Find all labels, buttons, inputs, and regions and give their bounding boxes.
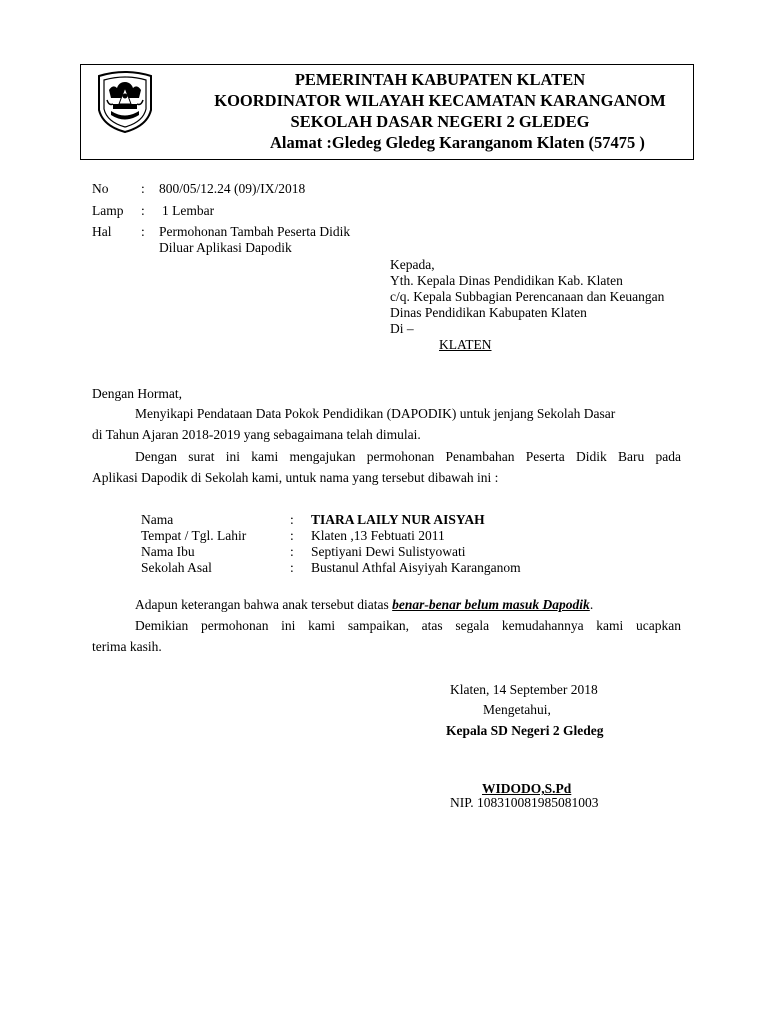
paragraph-2-line-1: Dengan surat ini kami mengajukan permohonan Penambahan Peserta Didik Baru pada	[135, 449, 681, 464]
header-address: Alamat :Gledeg Gledeg Karanganom Klaten (57475 )	[270, 133, 645, 152]
paragraph-3-suffix: .	[589, 597, 594, 612]
paragraph-1-line-2: di Tahun Ajaran 2018-2019 yang sebagaimana telah dimulai.	[92, 427, 421, 442]
student-school-label: Sekolah Asal	[141, 560, 212, 575]
recipient-line-2: c/q. Kepala Subbagian Perencanaan dan Keuangan	[390, 289, 665, 304]
student-mother-label: Nama Ibu	[141, 544, 195, 559]
no-value: 800/05/12.24 (09)/IX/2018	[159, 181, 306, 196]
recipient-di: Di –	[390, 321, 414, 336]
lamp-colon: :	[141, 203, 145, 218]
recipient-city: KLATEN	[439, 337, 492, 352]
paragraph-3	[135, 596, 593, 614]
no-colon: :	[141, 181, 145, 196]
signature-knowing: Mengetahui,	[483, 702, 551, 717]
signature-place-date: Klaten, 14 September 2018	[450, 682, 598, 697]
recipient-line-1: Yth. Kepala Dinas Pendidikan Kab. Klaten	[390, 273, 623, 288]
signature-name: WIDODO,S.Pd	[482, 781, 572, 796]
recipient-line-3: Dinas Pendidikan Kabupaten Klaten	[390, 305, 587, 320]
lamp-value: 1 Lembar	[162, 203, 215, 218]
recipient-kepada: Kepada,	[390, 257, 435, 272]
student-school-value: Bustanul Athfal Aisyiyah Karanganom	[311, 560, 521, 575]
paragraph-2-line-2: Aplikasi Dapodik di Sekolah kami, untuk nama yang tersebut dibawah ini :	[92, 470, 499, 485]
student-mother-colon: :	[290, 544, 294, 559]
student-mother-value: Septiyani Dewi Sulistyowati	[311, 544, 466, 559]
student-name-colon: :	[290, 512, 294, 527]
klaten-regency-seal-icon	[95, 70, 155, 134]
student-birth-value: Klaten ,13 Febtuati 2011	[311, 528, 445, 543]
signature-nip: NIP. 108310081985081003	[450, 795, 599, 810]
greeting: Dengan Hormat,	[92, 386, 182, 401]
paragraph-4-line-1: Demikian permohonan ini kami sampaikan, atas segala kemudahannya kami ucapkan	[135, 618, 681, 633]
paragraph-3-emphasis: benar-benar belum masuk Dapodik	[392, 597, 590, 612]
no-label: No	[92, 181, 109, 196]
student-name-label: Nama	[141, 512, 174, 527]
hal-value-line-1: Permohonan Tambah Peserta Didik	[159, 224, 351, 239]
signature-position: Kepala SD Negeri 2 Gledeg	[446, 723, 604, 738]
paragraph-1-line-1: Menyikapi Pendataan Data Pokok Pendidikan (DAPODIK) untuk jenjang Sekolah Dasar	[135, 406, 616, 421]
student-name-value: TIARA LAILY NUR AISYAH	[311, 512, 485, 527]
paragraph-3-prefix: Adapun keterangan bahwa anak tersebut diatas	[135, 597, 389, 612]
student-birth-colon: :	[290, 528, 294, 543]
header-line-3: SEKOLAH DASAR NEGERI 2 GLEDEG	[290, 112, 590, 131]
header-line-2: KOORDINATOR WILAYAH KECAMATAN KARANGANOM	[214, 91, 666, 110]
student-school-colon: :	[290, 560, 294, 575]
hal-label: Hal	[92, 224, 112, 239]
paragraph-4-line-2: terima kasih.	[92, 639, 162, 654]
hal-colon: :	[141, 224, 145, 239]
header-line-1: PEMERINTAH KABUPATEN KLATEN	[294, 70, 586, 89]
student-birth-label: Tempat / Tgl. Lahir	[141, 528, 247, 543]
hal-value-line-2: Diluar Aplikasi Dapodik	[159, 240, 292, 255]
lamp-label: Lamp	[92, 203, 124, 218]
